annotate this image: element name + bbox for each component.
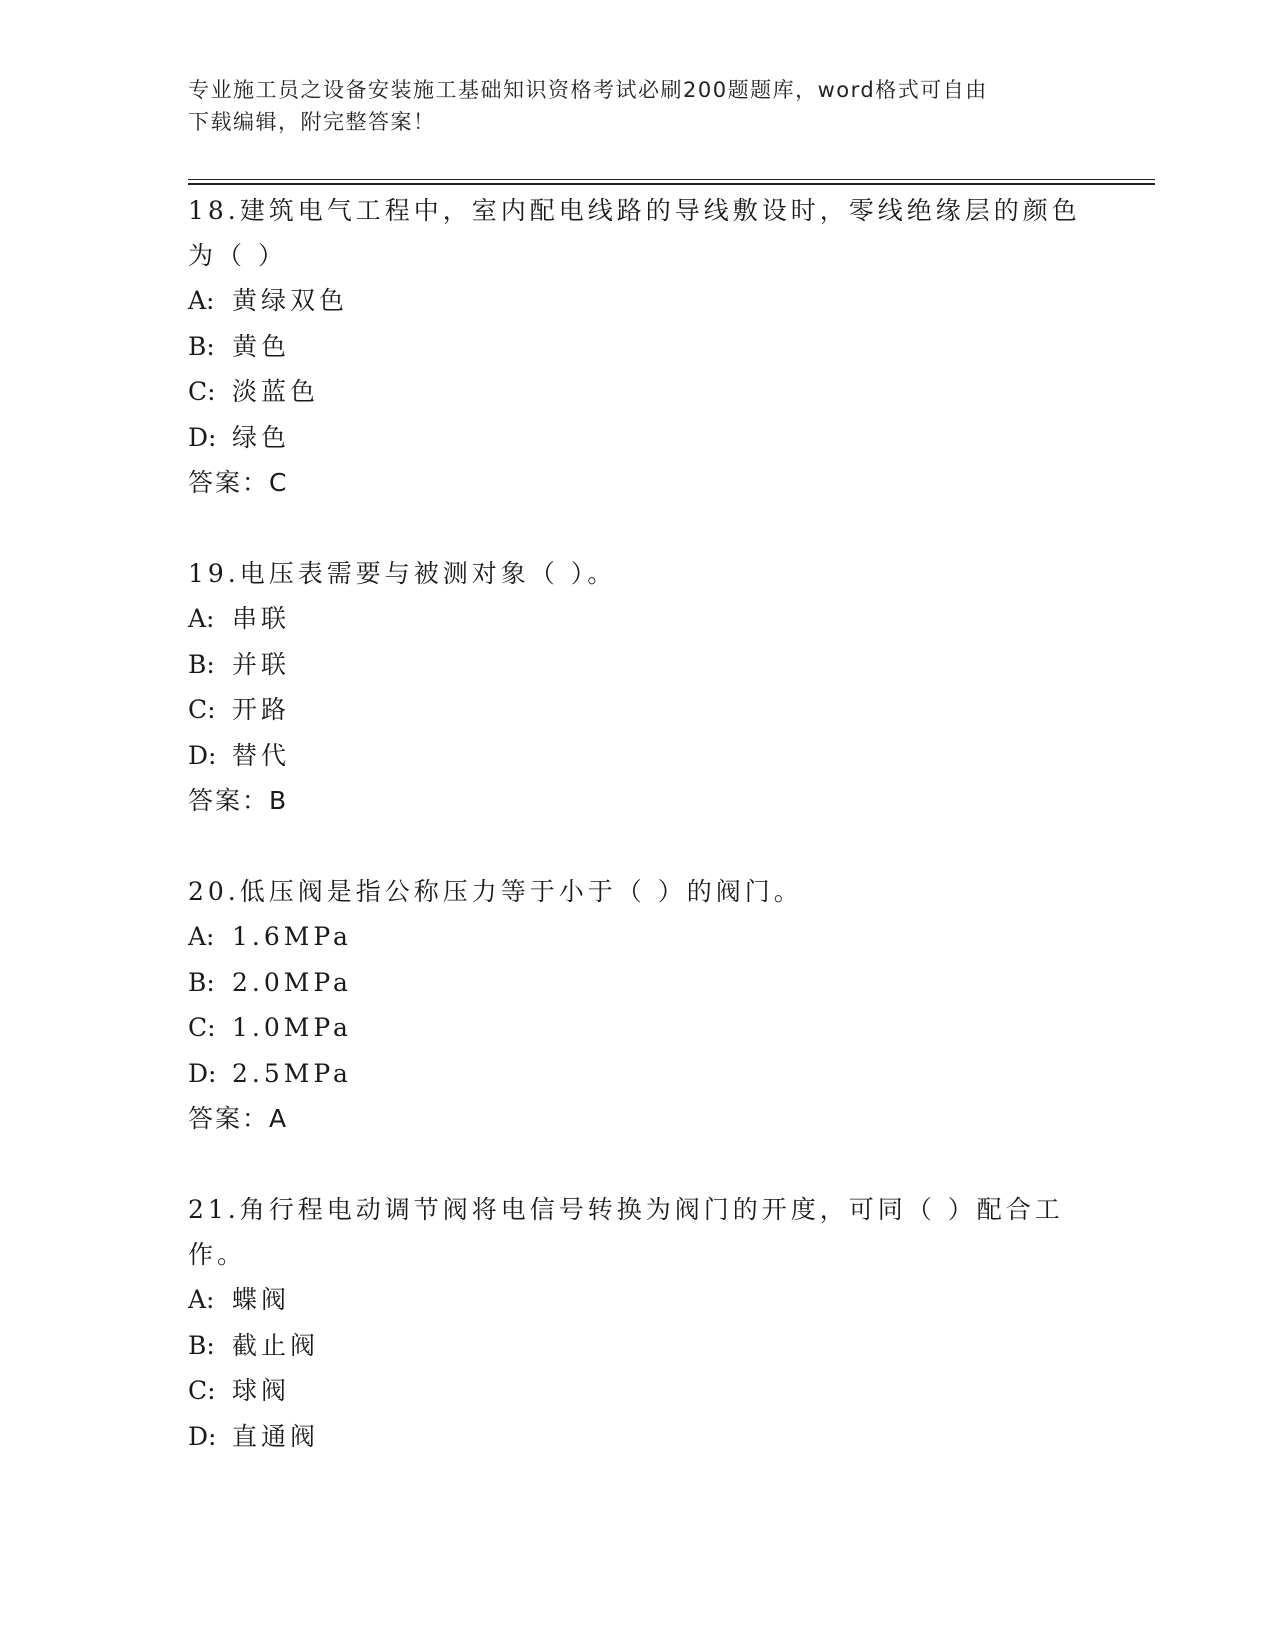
option-letter: D: — [188, 422, 217, 452]
option-b — [188, 1323, 1108, 1369]
option-d — [188, 1414, 1108, 1460]
option-b — [188, 642, 1108, 688]
document-header — [188, 74, 1088, 138]
option-text: 截止阀 — [232, 1330, 320, 1360]
option-letter: A: — [188, 922, 215, 951]
question-21 — [188, 1187, 1108, 1459]
option-text: 1.0MPa — [232, 1013, 352, 1042]
header-divider-thin — [188, 179, 1155, 180]
option-d — [188, 733, 1108, 779]
option-d — [188, 1051, 1108, 1097]
option-text: 绿色 — [232, 422, 291, 452]
option-letter: D: — [188, 740, 217, 770]
option-text: 1.6MPa — [232, 922, 352, 951]
option-text: 黄色 — [232, 331, 291, 361]
option-a — [188, 596, 1108, 642]
answer-line: 答案：A — [188, 1104, 289, 1133]
option-letter: B: — [188, 967, 215, 997]
question-stem: 21.角行程电动调节阀将电信号转换为阀门的开度，可同（ ）配合工 — [188, 1195, 1064, 1224]
question-stem-continued: 为（ ） — [188, 241, 287, 270]
option-letter: C: — [188, 1013, 216, 1042]
option-letter: C: — [188, 377, 216, 406]
option-text: 蝶阀 — [232, 1285, 291, 1314]
option-c — [188, 369, 1108, 415]
option-text: 2.5MPa — [232, 1058, 352, 1088]
option-text: 黄绿双色 — [232, 286, 349, 315]
option-letter: D: — [188, 1058, 217, 1088]
option-text: 球阀 — [232, 1376, 291, 1405]
option-text: 替代 — [232, 740, 291, 770]
option-letter: A: — [188, 604, 215, 633]
option-a — [188, 1277, 1108, 1323]
option-letter: A: — [188, 286, 215, 315]
option-text: 开路 — [232, 695, 291, 724]
option-letter: C: — [188, 695, 216, 724]
question-stem: 18.建筑电气工程中，室内配电线路的导线敷设时，零线绝缘层的颜色 — [188, 196, 1081, 225]
option-text: 淡蓝色 — [232, 377, 320, 406]
option-c — [188, 1005, 1108, 1051]
header-divider-thick — [188, 183, 1155, 185]
option-text: 直通阀 — [232, 1421, 320, 1451]
option-b — [188, 324, 1108, 370]
question-19 — [188, 551, 1108, 823]
option-c — [188, 1368, 1108, 1414]
option-letter: A: — [188, 1285, 215, 1314]
answer-line: 答案：B — [188, 786, 289, 815]
question-stem: 20.低压阀是指公称压力等于小于（ ）的阀门。 — [188, 877, 803, 906]
option-letter: D: — [188, 1421, 217, 1451]
option-letter: B: — [188, 1330, 215, 1360]
option-letter: B: — [188, 331, 215, 361]
option-d — [188, 415, 1108, 461]
option-a — [188, 914, 1108, 960]
option-a — [188, 278, 1108, 324]
option-text: 并联 — [232, 649, 291, 679]
answer-line: 答案：C — [188, 468, 289, 497]
header-title-line-1: 专业施工员之设备安装施工基础知识资格考试必刷200题题库，word格式可自由 — [188, 78, 988, 102]
option-text: 2.0MPa — [232, 967, 352, 997]
option-c — [188, 687, 1108, 733]
question-stem-continued: 作。 — [188, 1240, 247, 1269]
option-letter: B: — [188, 649, 215, 679]
option-letter: C: — [188, 1376, 216, 1405]
question-18 — [188, 188, 1108, 505]
question-list — [188, 188, 1108, 1505]
header-title-line-2: 下载编辑，附完整答案！ — [188, 110, 436, 134]
question-20 — [188, 869, 1108, 1141]
question-stem: 19.电压表需要与被测对象（ ）。 — [188, 559, 617, 588]
option-text: 串联 — [232, 604, 291, 633]
option-b — [188, 960, 1108, 1006]
